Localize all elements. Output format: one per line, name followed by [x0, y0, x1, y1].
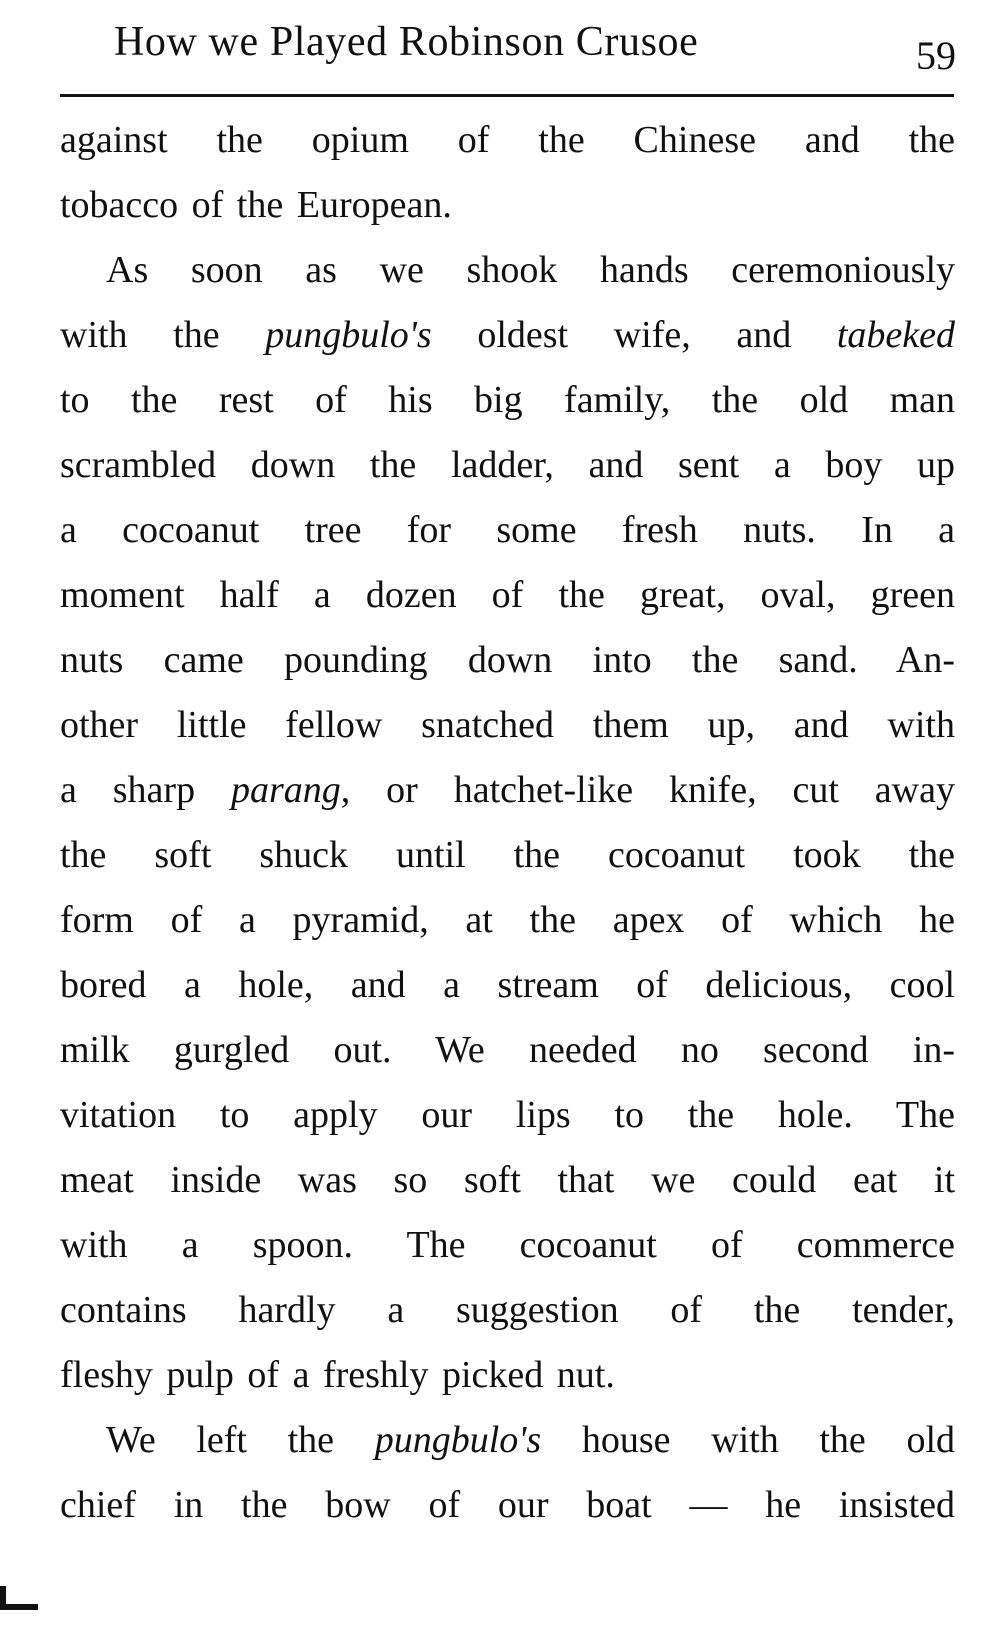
text-line: [60, 173, 955, 238]
text-line: [60, 953, 955, 1018]
text-run: form of a pyramid, at the apex of which he: [60, 899, 955, 941]
text-run: other little fellow snatched them up, and with: [60, 704, 955, 746]
italic-word: tabeked: [836, 314, 956, 356]
header-rule: [60, 94, 954, 97]
text-line: [60, 108, 955, 173]
text-run: with the: [60, 314, 266, 356]
text-line: [60, 433, 955, 498]
text-run: the soft shuck until the cocoanut took the: [60, 834, 955, 876]
text-line: [60, 693, 955, 758]
text-run: moment half a dozen of the great, oval, green: [60, 574, 955, 616]
text-line: [60, 1148, 955, 1213]
crop-mark: [0, 1604, 38, 1610]
paragraph: [60, 1408, 955, 1538]
text-run: a sharp: [60, 769, 231, 811]
text-run: nuts came pounding down into the sand. An-: [60, 639, 955, 681]
text-line: [60, 368, 955, 433]
text-run: As soon as we shook hands ceremoniously: [106, 249, 955, 291]
italic-word: pungbulo's: [265, 314, 432, 356]
text-run: bored a hole, and a stream of delicious, cool: [60, 964, 955, 1006]
text-run: chief in the bow of our boat — he insisted: [60, 1484, 955, 1526]
page-number: 59: [916, 33, 956, 78]
text-run: scrambled down the ladder, and sent a boy up: [60, 444, 955, 486]
text-run: a cocoanut tree for some fresh nuts. In a: [60, 509, 955, 551]
text-line: [60, 888, 955, 953]
text-line: [60, 1018, 955, 1083]
text-run: , or hatchet-like knife, cut away: [340, 769, 955, 811]
text-run: fleshy pulp of a freshly picked nut.: [60, 1354, 615, 1396]
text-line: [60, 1278, 955, 1343]
text-run: tobacco of the European.: [60, 184, 452, 226]
running-head: [60, 14, 960, 84]
text-run: with a spoon. The cocoanut of commerce: [60, 1224, 955, 1266]
body-text: [60, 108, 955, 1538]
text-run: against the opium of the Chinese and the: [60, 119, 955, 161]
text-line: [60, 238, 955, 303]
text-run: contains hardly a suggestion of the tender,: [60, 1289, 955, 1331]
paragraph: [60, 108, 955, 238]
text-line: [60, 1343, 955, 1408]
text-run: We left the: [106, 1419, 375, 1461]
italic-word: parang: [230, 769, 341, 811]
text-run: oldest wife, and: [431, 314, 837, 356]
text-run: to the rest of his big family, the old man: [60, 379, 955, 421]
text-line: [60, 823, 955, 888]
text-line: [60, 758, 955, 823]
text-run: house with the old: [541, 1419, 956, 1461]
text-line: [60, 1473, 955, 1538]
text-run: vitation to apply our lips to the hole. The: [60, 1094, 955, 1136]
text-run: milk gurgled out. We needed no second in-: [60, 1029, 955, 1071]
text-line: [60, 1408, 955, 1473]
text-line: [60, 498, 955, 563]
paragraph: [60, 238, 955, 1408]
text-run: meat inside was so soft that we could eat it: [60, 1159, 955, 1201]
text-line: [60, 303, 955, 368]
italic-word: pungbulo's: [374, 1419, 542, 1461]
text-line: [60, 563, 955, 628]
text-line: [60, 1213, 955, 1278]
running-title: How we Played Robinson Crusoe: [114, 19, 699, 65]
text-line: [60, 1083, 955, 1148]
text-line: [60, 628, 955, 693]
